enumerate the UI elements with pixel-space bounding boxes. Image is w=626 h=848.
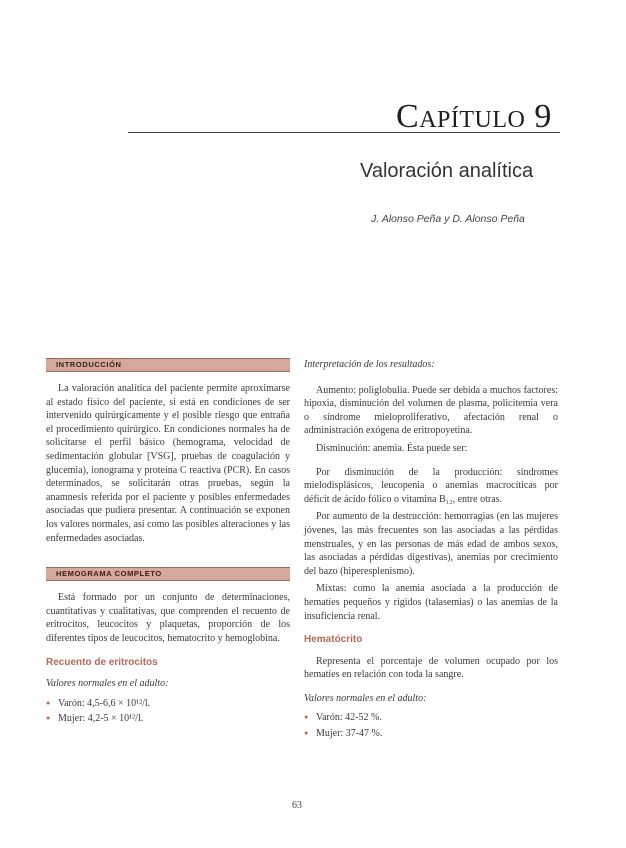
chapter-title-rest: APÍTULO <box>419 107 526 133</box>
section-heading-bar <box>46 567 290 581</box>
chapter-title-initial: C <box>396 98 420 135</box>
chapter-number: 9 <box>534 98 552 135</box>
chapter-title-rule <box>128 132 560 133</box>
produccion-paragraph: Por disminución de la producción: síndromes mielodisplásicos, leucopenia o anemias macrocíticas por déficit de ácido fólico o vitamina B₁₂, entre otras. <box>304 466 558 505</box>
page-number: 63 <box>292 800 302 811</box>
list-item: ● Mujer: 37-47 %. <box>304 727 558 741</box>
right-column <box>304 358 558 743</box>
list-item: ● Mujer: 4,2-5 × 10¹²/l. <box>46 712 290 726</box>
destruccion-paragraph: Por aumento de la destrucción: hemorragias (en las mujeres jóvenes, las más frecuentes son las asociadas a las pérdidas menstruales, y en las personas de más edad de ambos sexos, las asociadas a pérdidas digestivas), anemias por crecimiento del bazo (hiperesplenismo). <box>304 511 558 577</box>
aumento-paragraph: Aumento: poliglobulia. Puede ser debida a muchos factores: hipoxia, disminución del volumen de plasma, policitemia vera o síndrome mieloproliferativo, afectación renal o administración exógena de eritropoyetina. <box>304 384 558 437</box>
hematocrito-paragraph: Representa el porcentaje de volumen ocupado por los hematíes en relación con toda la sangre. <box>304 655 558 681</box>
eritrocitos-values-list <box>46 697 290 726</box>
section-heading-hemograma: HEMOGRAMA COMPLETO <box>56 569 162 579</box>
section-heading-introduccion: INTRODUCCIÓN <box>56 360 122 369</box>
section-heading-bar <box>46 358 290 372</box>
normal-values-label: Valores normales en el adulto: <box>46 678 169 690</box>
disminucion-paragraph: Disminución: anemia. Ésta puede ser: <box>316 442 468 454</box>
subheading-eritrocitos: Recuento de eritrocitos <box>46 656 158 668</box>
chapter-title <box>396 98 552 136</box>
normal-values-label: Valores normales en el adulto: <box>304 692 427 704</box>
subheading-hematocrito: Hematócrito <box>304 634 363 646</box>
intro-paragraph: La valoración analítica del paciente permite aproximarse al estado físico del paciente, si está en condiciones de ser intervenido quirúrgicamente y el posible riesgo que entraña el procedimiento quirúrgico. En condiciones normales ha de solicitarse el perfil básico (hemograma, velocidad de sedimentación globular [VSG], pruebas de coagulación y glucemia), ionograma y proteína C reactiva (PCR). En casos determinados, se solicitarán otras pruebas, según la anamnesis referida por el paciente y posibles enfermedades asociadas que pudiera presentar. A continuación se exponen los valores normales, así como las posibles alteraciones y las enfermedades asociadas. <box>46 383 290 544</box>
left-column <box>46 358 290 728</box>
hemograma-paragraph: Está formado por un conjunto de determinaciones, cuantitativas y cualitativas, que comprenden el recuento de eritrocitos, leucocitos y plaquetas, proporción de los diferentes tipos de leucocitos, hematocrito y hemoglobina. <box>46 592 290 644</box>
list-item: ● Varón: 4,5-6,6 × 10¹²/l. <box>46 697 290 711</box>
mixtas-paragraph: Mixtas: como la anemia asociada a la producción de hematíes pequeños y rígidos (talasemias) o las anemias de la insuficiencia renal. <box>304 583 558 622</box>
interpretation-label: Interpretación de los resultados: <box>304 359 435 370</box>
chapter-subtitle: Valoración analítica <box>360 160 534 182</box>
chapter-authors: J. Alonso Peña y D. Alonso Peña <box>371 213 525 225</box>
hematocrito-values-list <box>304 711 558 740</box>
list-item: ● Varón: 42-52 %. <box>304 711 558 725</box>
